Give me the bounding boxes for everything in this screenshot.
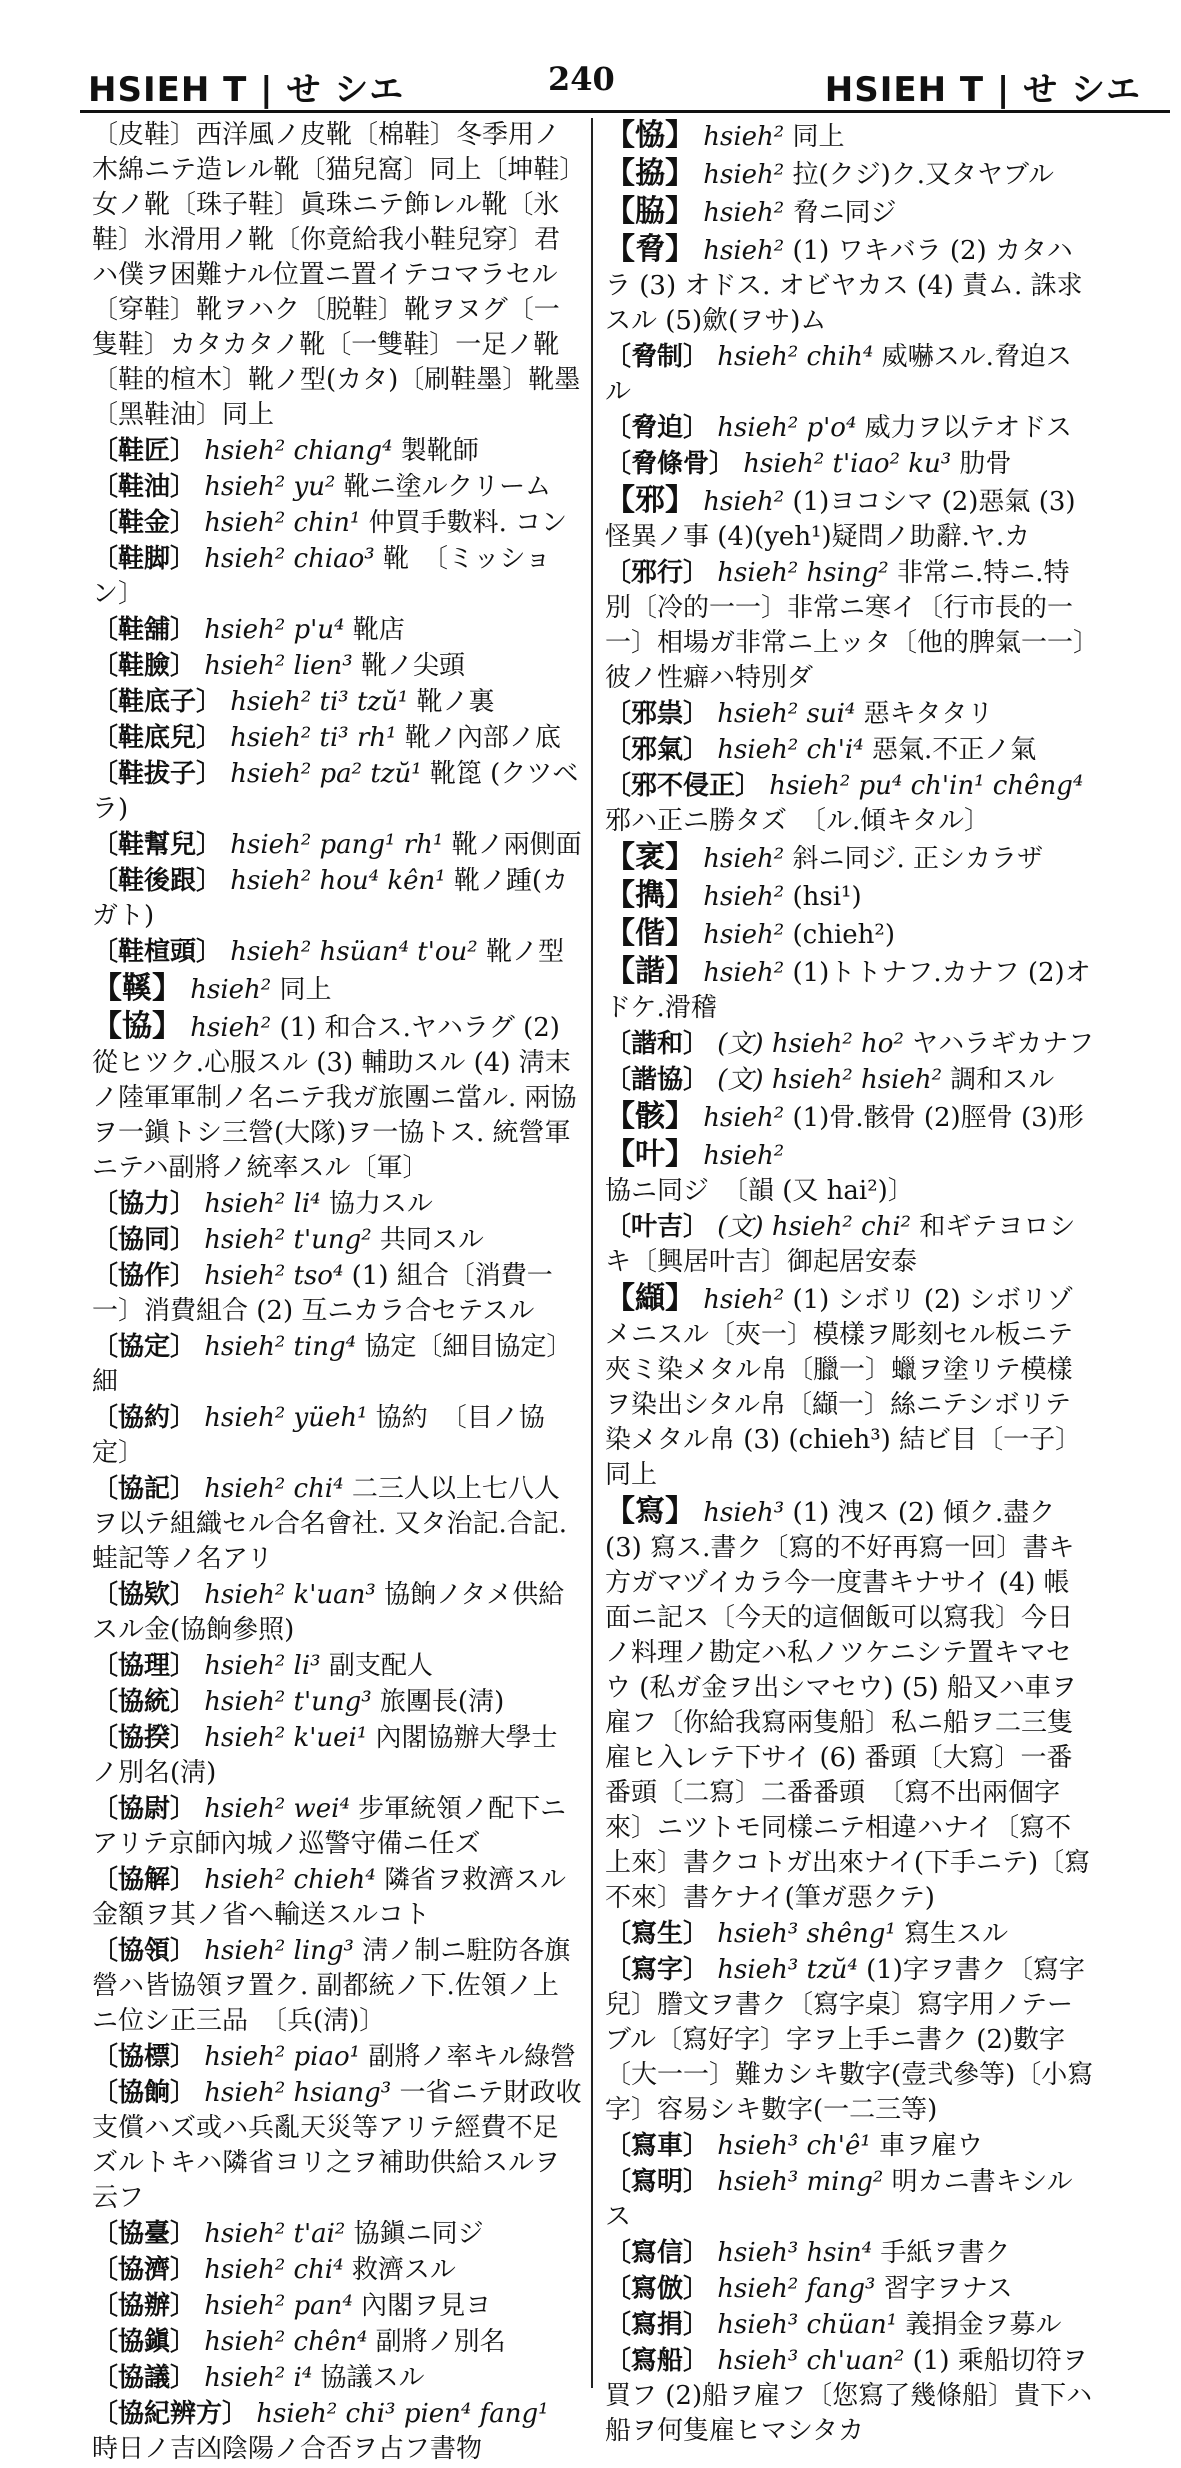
entry-definition: 肋骨 [959, 449, 1012, 479]
entry-romanization: hsieh² [190, 975, 272, 1005]
dictionary-entry [92, 935, 582, 970]
entry-headword: 【脇】 [605, 194, 695, 229]
entry-headword: 〔協力〕 [92, 1189, 197, 1219]
entry-headword: 【偕】 [605, 916, 695, 951]
entry-headword: 〔協臺〕 [92, 2219, 197, 2249]
entry-definition: 內閣協辦大學士ノ別名(淸) [92, 1723, 558, 1788]
dictionary-entry [605, 1063, 1095, 1098]
entry-romanization: hsieh² pang¹ rh¹ [230, 830, 444, 860]
dictionary-entry [605, 447, 1095, 482]
entry-headword: 〔鞋脚〕 [92, 544, 197, 574]
dictionary-entry [92, 1792, 582, 1862]
entry-romanization: hsieh² chên⁴ [204, 2327, 368, 2357]
dictionary-entry [605, 954, 1095, 1026]
entry-headword: 【恊】 [605, 118, 695, 153]
dictionary-entry [92, 434, 582, 469]
entry-romanization: hsieh² hsüan⁴ t'ou² [230, 937, 478, 967]
entry-romanization: hsieh² t'ai² [204, 2219, 346, 2249]
entry-definition: ヤハラギカナフ [912, 1029, 1095, 1059]
dictionary-entry [605, 2272, 1095, 2307]
dictionary-entry [605, 2165, 1095, 2235]
entry-romanization: hsieh² chin¹ [204, 508, 361, 538]
entry-definition: (1)字ヲ書ク〔寫字兒〕謄文ヲ書ク〔寫字桌〕寫字用ノテーブル〔寫好字〕字ヲ上手ニ書ク (2)數字〔大一一〕難カシキ數字(壹弐參等)〔小寫字〕容易シキ數字(一二三等) [605, 1955, 1094, 2125]
entry-romanization: hsieh² k'uei¹ [204, 1723, 368, 1753]
entry-romanization: hsieh² [703, 160, 785, 190]
dictionary-entry [92, 2040, 582, 2075]
entry-romanization: hsieh² [703, 236, 785, 266]
entry-romanization: hsieh² fang³ [717, 2274, 876, 2304]
entry-definition: 副將ノ別名 [375, 2327, 506, 2357]
entry-romanization: hsieh² [703, 882, 785, 912]
entry-romanization: hsieh² [703, 122, 785, 152]
dictionary-entry [92, 2217, 582, 2252]
entry-headword: 【鞵】 [92, 971, 182, 1006]
entry-definition: (hsi¹) [792, 882, 862, 912]
entry-definition: 共同スル [379, 1225, 484, 1255]
dictionary-entry [92, 2253, 582, 2288]
entry-romanization: (文) hsieh² hsieh² [717, 1065, 943, 1095]
dictionary-entry [92, 685, 582, 720]
entry-romanization: hsieh³ tzŭ⁴ [717, 1955, 858, 1985]
dictionary-entry [605, 556, 1095, 696]
entry-romanization: hsieh² tso⁴ [204, 1261, 344, 1291]
entry-definition: (1) 組合〔消費一一〕消費組合 (2) 互ニカラ合セテスル [92, 1261, 553, 1326]
header-rule [80, 110, 1170, 113]
entry-headword: 〔寫倣〕 [605, 2274, 710, 2304]
entry-definition: 救濟スル [351, 2255, 456, 2285]
entry-definition: 義捐金ヲ募ル [905, 2310, 1062, 2340]
entry-headword: 〔邪行〕 [605, 558, 710, 588]
dictionary-entry [605, 118, 1095, 155]
entry-definition: 時日ノ吉凶陰陽ノ合否ヲ占フ書物 [92, 2434, 483, 2464]
entry-headword: 〔鞋幫兒〕 [92, 830, 223, 860]
entry-definition: 協ニ同ジ 〔韻 (又 hai²)〕 [605, 1176, 914, 1206]
entry-headword: 〔鞋底兒〕 [92, 723, 223, 753]
entry-romanization: hsieh² [703, 198, 785, 228]
dictionary-entry [605, 1281, 1095, 1493]
dictionary-entry [92, 1863, 582, 1933]
entry-definition: 〔皮鞋〕西洋風ノ皮靴〔棉鞋〕冬季用ノ木綿ニテ造レル靴〔猫兒窩〕同上〔坤鞋〕女ノ靴〔珠子鞋〕眞珠ニテ飾レル靴〔氷鞋〕氷滑用ノ靴〔你竟給我小鞋兒穿〕君ハ僕ヲ困難ナル位置ニ置イテコマラセル〔穿鞋〕靴ヲハク〔脱鞋〕靴ヲヌグ〔一隻鞋〕カタカタノ靴〔一雙鞋〕一足ノ靴〔鞋的楦木〕靴ノ型(カタ)〔刷鞋墨〕靴墨〔黑鞋油〕同上 [92, 120, 581, 430]
entry-headword: 〔協統〕 [92, 1687, 197, 1717]
entry-romanization: hsieh² [190, 1013, 272, 1043]
entry-romanization: hsieh² p'o⁴ [717, 413, 857, 443]
entry-romanization: hsieh³ ch'ê¹ [717, 2131, 871, 2161]
entry-headword: 〔寫生〕 [605, 1919, 710, 1949]
entry-romanization: hsieh² [703, 1103, 785, 1133]
entry-romanization: (文) hsieh² ho² [717, 1029, 904, 1059]
entry-definition: 威嚇スル.脅迫スル [605, 342, 1072, 407]
entry-romanization: hsieh² [703, 1285, 785, 1315]
entry-headword: 〔寫信〕 [605, 2238, 710, 2268]
entry-definition: 仲買手數料. コン [368, 508, 568, 538]
entry-romanization: hsieh² chiang⁴ [204, 436, 393, 466]
entry-romanization: hsieh² li⁴ [204, 1189, 321, 1219]
dictionary-entry [92, 2076, 582, 2216]
entry-romanization: hsieh² wei⁴ [204, 1794, 350, 1824]
dictionary-entry [92, 971, 582, 1008]
entry-definition: 步軍統領ノ配下ニアリテ京師內城ノ巡警守備ニ任ズ [92, 1794, 567, 1859]
entry-romanization: hsieh² pa² tzŭ¹ [230, 759, 422, 789]
entry-definition: 威力ヲ以テオドス [864, 413, 1072, 443]
entry-definition: 靴ノ裏 [416, 687, 495, 717]
entry-definition: 邪ハ正ニ勝タズ 〔ル.傾キタル〕 [605, 806, 991, 836]
dictionary-entry [92, 1223, 582, 1258]
entry-romanization: hsieh³ chüan¹ [717, 2310, 898, 2340]
entry-romanization: hsieh² i⁴ [204, 2363, 313, 2393]
dictionary-entry [605, 916, 1095, 953]
entry-headword: 〔協作〕 [92, 1261, 197, 1291]
dictionary-entry [605, 1917, 1095, 1952]
entry-romanization: hsieh² pan⁴ [204, 2291, 353, 2321]
entry-headword: 〔協理〕 [92, 1651, 197, 1681]
entry-definition: (1) シボリ (2) シボリゾメニスル〔夾一〕模樣ヲ彫刻セル板ニテ夾ミ染メタル帛〔臘一〕蠟ヲ塗リテ模樣ヲ染出シタル帛〔纈一〕絲ニテシボリテ染メタル帛 (3) (chieh³) 結ビ目〔一子〕同上 [605, 1285, 1082, 1490]
entry-romanization: hsieh³ shêng¹ [717, 1919, 896, 1949]
dictionary-entry [605, 1210, 1095, 1280]
entry-definition: 靴ノ型 [485, 937, 564, 967]
dictionary-entry [92, 470, 582, 505]
entry-romanization: hsieh² hsiang³ [204, 2078, 392, 2108]
entry-headword: 【拹】 [605, 156, 695, 191]
dictionary-entry [605, 411, 1095, 446]
entry-headword: 〔協辦〕 [92, 2291, 197, 2321]
entry-romanization: hsieh³ hsin⁴ [717, 2238, 873, 2268]
entry-headword: 〔鞋楦頭〕 [92, 937, 223, 967]
entry-headword: 〔叶吉〕 [605, 1212, 710, 1242]
entry-headword: 〔脅條骨〕 [605, 449, 736, 479]
entry-definition: 非常ニ.特ニ.特別〔冷的一一〕非常ニ寒イ〔行市長的一一〕相場ガ非常ニ上ッタ〔他的脾氣一一〕彼ノ性癖ハ特別ダ [605, 558, 1087, 693]
entry-definition: 製靴師 [400, 436, 479, 466]
entry-definition: (1)骨.骸骨 (2)脛骨 (3)形 [792, 1103, 1084, 1133]
entry-romanization: hsieh³ ming² [717, 2167, 884, 2197]
entry-romanization: hsieh² [703, 844, 785, 874]
entry-romanization: (文) hsieh² chi² [717, 1212, 912, 1242]
entry-romanization: hsieh² chieh⁴ [204, 1865, 376, 1895]
entry-headword: 〔邪氣〕 [605, 735, 710, 765]
column-divider [591, 118, 593, 2388]
dictionary-entry [92, 1009, 582, 1186]
dictionary-entry [605, 156, 1095, 193]
entry-headword: 〔鞋拔子〕 [92, 759, 223, 789]
dictionary-entry [92, 1721, 582, 1791]
entry-definition: 旅團長(淸) [379, 1687, 505, 1717]
entry-definition: 隣省ヲ救濟スル金額ヲ其ノ省ヘ輸送スルコト [92, 1865, 566, 1930]
entry-headword: 〔寫船〕 [605, 2346, 710, 2376]
entry-definition: 惡氣.不正ノ氣 [871, 735, 1037, 765]
dictionary-entry [605, 340, 1095, 410]
entry-definition: 副將ノ率キル綠營 [368, 2042, 577, 2072]
entry-definition: (1) ワキバラ (2) カタハラ (3) オドス. オビヤカス (4) 責ム. 誅求スル (5)歛(ヲサ)ム [605, 236, 1083, 336]
dictionary-entry [92, 542, 582, 612]
entry-headword: 【擕】 [605, 878, 695, 913]
entry-definition: 副支配人 [328, 1651, 433, 1681]
dictionary-entry [92, 828, 582, 863]
dictionary-entry [605, 2129, 1095, 2164]
dictionary-entry [605, 2308, 1095, 2343]
entry-headword: 〔鞋後跟〕 [92, 866, 223, 896]
entry-romanization: hsieh² lien³ [204, 651, 353, 681]
entry-romanization: hsieh² chih⁴ [717, 342, 874, 372]
entry-romanization: hsieh² ting⁴ [204, 1332, 357, 1362]
entry-romanization: hsieh³ [703, 1498, 785, 1528]
dictionary-entry [92, 757, 582, 827]
entry-definition: 協定〔細目協定〕細 [92, 1332, 573, 1397]
entry-headword: 〔協尉〕 [92, 1794, 197, 1824]
entry-definition: (chieh²) [792, 920, 895, 950]
entry-definition: (1)トトナフ.カナフ (2)オドケ.滑稽 [605, 958, 1091, 1023]
entry-definition: 靴箆 (クツベラ) [92, 759, 579, 824]
entry-romanization: hsieh² yüeh¹ [204, 1403, 368, 1433]
entry-headword: 〔協標〕 [92, 2042, 197, 2072]
entry-definition: 斜ニ同ジ. 正シカラザ [792, 844, 1044, 874]
dictionary-entry [92, 1472, 582, 1577]
entry-definition: 同上 [279, 975, 332, 1005]
entry-romanization: hsieh² piao¹ [204, 2042, 361, 2072]
dictionary-entry [92, 1649, 582, 1684]
entry-headword: 〔邪不侵正〕 [605, 771, 762, 801]
entry-headword: 〔協議〕 [92, 2363, 197, 2393]
entry-headword: 〔協記〕 [92, 1474, 197, 1504]
entry-romanization: hsieh² [703, 487, 785, 517]
entry-headword: 【衺】 [605, 840, 695, 875]
dictionary-entry [605, 1027, 1095, 1062]
entry-definition: 惡キタタリ [863, 699, 994, 729]
entry-definition: (1) 和合ス.ヤハラグ (2)從ヒツク.心服スル (3) 輔助スル (4) 淸末ノ陸軍軍制ノ名ニテ我ガ旅團ニ當ル. 兩協ヲ一鎭トシ三營(大隊)ヲ一協トス. 統營軍ニテハ副將ノ統率スル〔軍〕 [92, 1013, 577, 1183]
dictionary-entry [92, 1187, 582, 1222]
entry-headword: 【邪】 [605, 483, 695, 518]
dictionary-entry [605, 483, 1095, 555]
dictionary-entry [92, 1259, 582, 1329]
entry-headword: 〔鞋油〕 [92, 472, 197, 502]
dictionary-entry [92, 2397, 582, 2467]
dictionary-entry [605, 1099, 1095, 1136]
entry-definition: 明カニ書キシルス [605, 2167, 1073, 2232]
entry-headword: 〔協濟〕 [92, 2255, 197, 2285]
dictionary-entry [92, 118, 582, 433]
entry-headword: 〔諧協〕 [605, 1065, 710, 1095]
entry-definition: 靴ノ尖頭 [360, 651, 465, 681]
dictionary-entry [605, 840, 1095, 877]
entry-romanization: hsieh² hsing² [717, 558, 889, 588]
dictionary-entry [605, 2236, 1095, 2271]
page-number: 240 [548, 60, 615, 98]
entry-headword: 〔諧和〕 [605, 1029, 710, 1059]
entry-definition: 靴 〔ミッション〕 [92, 544, 551, 609]
entry-definition: 靴店 [352, 615, 405, 645]
entry-headword: 〔鞋舖〕 [92, 615, 197, 645]
entry-definition: (1) 乘船切符ヲ買フ (2)船ヲ雇フ〔您寫了幾條船〕貴下ハ船ヲ何隻雇ヒマシタカ [605, 2346, 1093, 2446]
entry-headword: 【協】 [92, 1009, 182, 1044]
entry-romanization: hsieh² li³ [204, 1651, 321, 1681]
entry-romanization: hsieh² [703, 958, 785, 988]
entry-definition: 內閣ヲ見ヨ [361, 2291, 492, 2321]
entry-romanization: hsieh² ti³ rh¹ [230, 723, 397, 753]
entry-definition: 協餉ノタメ供給スル金(協餉參照) [92, 1580, 565, 1645]
entry-headword: 〔鞋底子〕 [92, 687, 223, 717]
dictionary-entry [605, 1494, 1095, 1916]
entry-headword: 【骸】 [605, 1099, 695, 1134]
dictionary-entry [92, 721, 582, 756]
entry-romanization: hsieh² p'u⁴ [204, 615, 345, 645]
entry-headword: 〔協解〕 [92, 1865, 197, 1895]
entry-definition: 二三人以上七八人ヲ以テ組織セル合名會社. 又タ治記.合記.蛙記等ノ名アリ [92, 1474, 568, 1574]
entry-headword: 〔寫捐〕 [605, 2310, 710, 2340]
entry-headword: 【寫】 [605, 1494, 695, 1529]
entry-romanization: hsieh³ ch'uan² [717, 2346, 905, 2376]
entry-definition: 一省ニテ財政收支償ハズ或ハ兵亂天災等アリテ經費不足ズルトキハ隣省ヨリ之ヲ補助供給スルヲ云フ [92, 2078, 582, 2213]
entry-definition: 調和スル [950, 1065, 1055, 1095]
entry-romanization: hsieh² [703, 920, 785, 950]
entry-headword: 〔協同〕 [92, 1225, 197, 1255]
entry-headword: 【諧】 [605, 954, 695, 989]
dictionary-entry [92, 1401, 582, 1471]
entry-headword: 〔鞋金〕 [92, 508, 197, 538]
dictionary-entry [605, 1137, 1095, 1209]
entry-definition: 寫生スル [904, 1919, 1009, 1949]
entry-headword: 【纈】 [605, 1281, 695, 1316]
entry-romanization: hsieh² t'iao² ku³ [743, 449, 952, 479]
entry-romanization: hsieh² [703, 1141, 785, 1171]
dictionary-entry [92, 864, 582, 934]
entry-definition: 脅ニ同ジ [792, 198, 897, 228]
dictionary-entry [92, 1934, 582, 2039]
entry-definition: 協約 〔目ノ協定〕 [92, 1403, 545, 1468]
dictionary-entry [605, 769, 1095, 839]
entry-headword: 〔協領〕 [92, 1936, 197, 1966]
entry-definition: 靴ノ兩側面 [451, 830, 582, 860]
entry-headword: 〔協紀辨方〕 [92, 2399, 249, 2429]
dictionary-entry [605, 1953, 1095, 2128]
running-head-right: HSIEH T | せ シエ [824, 70, 1141, 110]
dictionary-entry [605, 2344, 1095, 2449]
entry-definition: (1) 洩ス (2) 傾ク.盡ク (3) 寫ス.書ク〔寫的不好再寫一回〕書キ方ガマヅイカラ今一度書キナサイ (4) 帳面ニ記ス〔今天的這個飯可以寫我〕今日ノ料理ノ勘定ハ私ノツケニシテ置キマセウ (私ガ金ヲ出シマセウ) (5) 船又ハ車ヲ雇フ〔你給我寫兩隻船〕私ニ船ヲ二三隻雇ヒ入レテ下サイ (6) 番頭〔大寫〕一番番頭〔二寫〕二番番頭 〔寫不出兩個字來〕ニツトモ同樣ニテ相違ハナイ〔寫不上來〕書クコトガ出來ナイ(下手ニテ)〔寫不來〕書ケナイ(筆ガ惡クテ) [605, 1498, 1091, 1913]
entry-headword: 〔脅迫〕 [605, 413, 710, 443]
dictionary-entry [605, 232, 1095, 339]
dictionary-entry [605, 194, 1095, 231]
dictionary-entry [92, 2289, 582, 2324]
page-header [0, 0, 1181, 120]
entry-definition: 手紙ヲ書ク [880, 2238, 1011, 2268]
entry-definition: 協議スル [320, 2363, 425, 2393]
entry-romanization: hsieh² t'ung² [204, 1225, 372, 1255]
left-column [92, 118, 582, 2468]
entry-romanization: hsieh² k'uan³ [204, 1580, 376, 1610]
entry-definition: 靴ノ踵(カガト) [92, 866, 569, 931]
entry-romanization: hsieh² chi⁴ [204, 2255, 344, 2285]
dictionary-entry [92, 506, 582, 541]
entry-romanization: hsieh² t'ung³ [204, 1687, 372, 1717]
entry-headword: 〔寫字〕 [605, 1955, 710, 1985]
dictionary-entry [605, 733, 1095, 768]
dictionary-entry [92, 1330, 582, 1400]
entry-definition: 同上 [792, 122, 845, 152]
dictionary-entry [92, 613, 582, 648]
entry-definition: 協力スル [328, 1189, 433, 1219]
entry-romanization: hsieh² chi⁴ [204, 1474, 344, 1504]
entry-romanization: hsieh² hou⁴ kên¹ [230, 866, 446, 896]
entry-definition: 淸ノ制ニ駐防各旗營ハ皆協領ヲ置ク. 副都統ノ下.佐領ノ上ニ位シ正三品 〔兵(淸)〕 [92, 1936, 571, 2036]
dictionary-entry [92, 649, 582, 684]
dictionary-entry [605, 878, 1095, 915]
entry-headword: 【叶】 [605, 1137, 695, 1172]
entry-definition: 協鎭ニ同ジ [353, 2219, 484, 2249]
dictionary-entry [92, 1685, 582, 1720]
entry-romanization: hsieh² yu² [204, 472, 336, 502]
entry-headword: 〔協欵〕 [92, 1580, 197, 1610]
entry-headword: 〔協揆〕 [92, 1723, 197, 1753]
dictionary-entry [92, 2361, 582, 2396]
running-head-left: HSIEH T | せ シエ [88, 70, 405, 110]
entry-definition: 和ギテヨロシキ〔興居叶吉〕御起居安泰 [605, 1212, 1076, 1277]
dictionary-entry [605, 697, 1095, 732]
entry-romanization: hsieh² ti³ tzŭ¹ [230, 687, 409, 717]
entry-definition: 靴ニ塗ルクリーム [343, 472, 552, 502]
entry-headword: 【脅】 [605, 232, 695, 267]
entry-definition: (1)ヨコシマ (2)惡氣 (3)怪異ノ事 (4)(yeh¹)疑問ノ助辭.ヤ.カ [605, 487, 1076, 552]
entry-headword: 〔鞋匠〕 [92, 436, 197, 466]
entry-headword: 〔寫車〕 [605, 2131, 710, 2161]
entry-definition: 靴ノ內部ノ底 [404, 723, 561, 753]
entry-headword: 〔協餉〕 [92, 2078, 197, 2108]
entry-headword: 〔鞋臉〕 [92, 651, 197, 681]
entry-romanization: hsieh² chi³ pien⁴ fang¹ [256, 2399, 549, 2429]
entry-definition: 拉(クジ)ク.又タヤブル [792, 160, 1055, 190]
entry-romanization: hsieh² ch'i⁴ [717, 735, 864, 765]
entry-definition: 習字ヲナス [883, 2274, 1013, 2304]
entry-headword: 〔邪祟〕 [605, 699, 710, 729]
dictionary-entry [92, 1578, 582, 1648]
entry-romanization: hsieh² ling³ [204, 1936, 354, 1966]
entry-definition: 車ヲ雇ウ [879, 2131, 984, 2161]
entry-headword: 〔協鎭〕 [92, 2327, 197, 2357]
entry-headword: 〔脅制〕 [605, 342, 710, 372]
entry-headword: 〔協定〕 [92, 1332, 197, 1362]
entry-romanization: hsieh² pu⁴ ch'in¹ chêng⁴ [769, 771, 1084, 801]
right-column [605, 118, 1095, 2450]
entry-romanization: hsieh² chiao³ [204, 544, 375, 574]
entry-headword: 〔協約〕 [92, 1403, 197, 1433]
entry-headword: 〔寫明〕 [605, 2167, 710, 2197]
dictionary-entry [92, 2325, 582, 2360]
entry-romanization: hsieh² sui⁴ [717, 699, 856, 729]
